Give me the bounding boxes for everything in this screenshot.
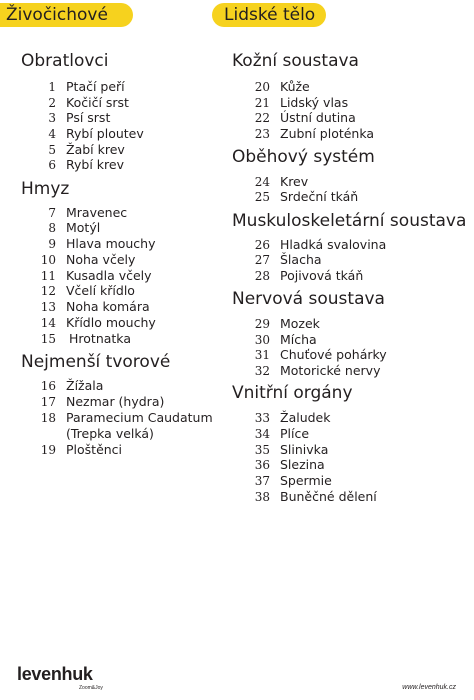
logo-wordmark: levenhuk <box>17 664 93 684</box>
section-title-nervous: Nervová soustava <box>232 289 385 309</box>
animals-tab: Živočichové <box>0 3 133 27</box>
section-title-smallest-creatures: Nejmenší tvorové <box>21 352 171 372</box>
section-title-integumentary: Kožní soustava <box>232 51 359 71</box>
levenhuk-logo <box>17 664 127 694</box>
logo-tagline: Zoom&Joy <box>79 685 103 691</box>
section-title-vertebrates: Obratlovci <box>21 51 109 71</box>
section-title-musculoskeletal: Muskuloskeletární soustava <box>232 211 467 231</box>
website-url: www.levenhuk.cz <box>402 684 456 691</box>
section-title-insects: Hmyz <box>21 179 70 199</box>
human-body-tab: Lidské tělo <box>212 3 326 27</box>
section-title-internal-organs: Vnitřní orgány <box>232 383 353 403</box>
section-title-circulatory: Oběhový systém <box>232 147 375 167</box>
